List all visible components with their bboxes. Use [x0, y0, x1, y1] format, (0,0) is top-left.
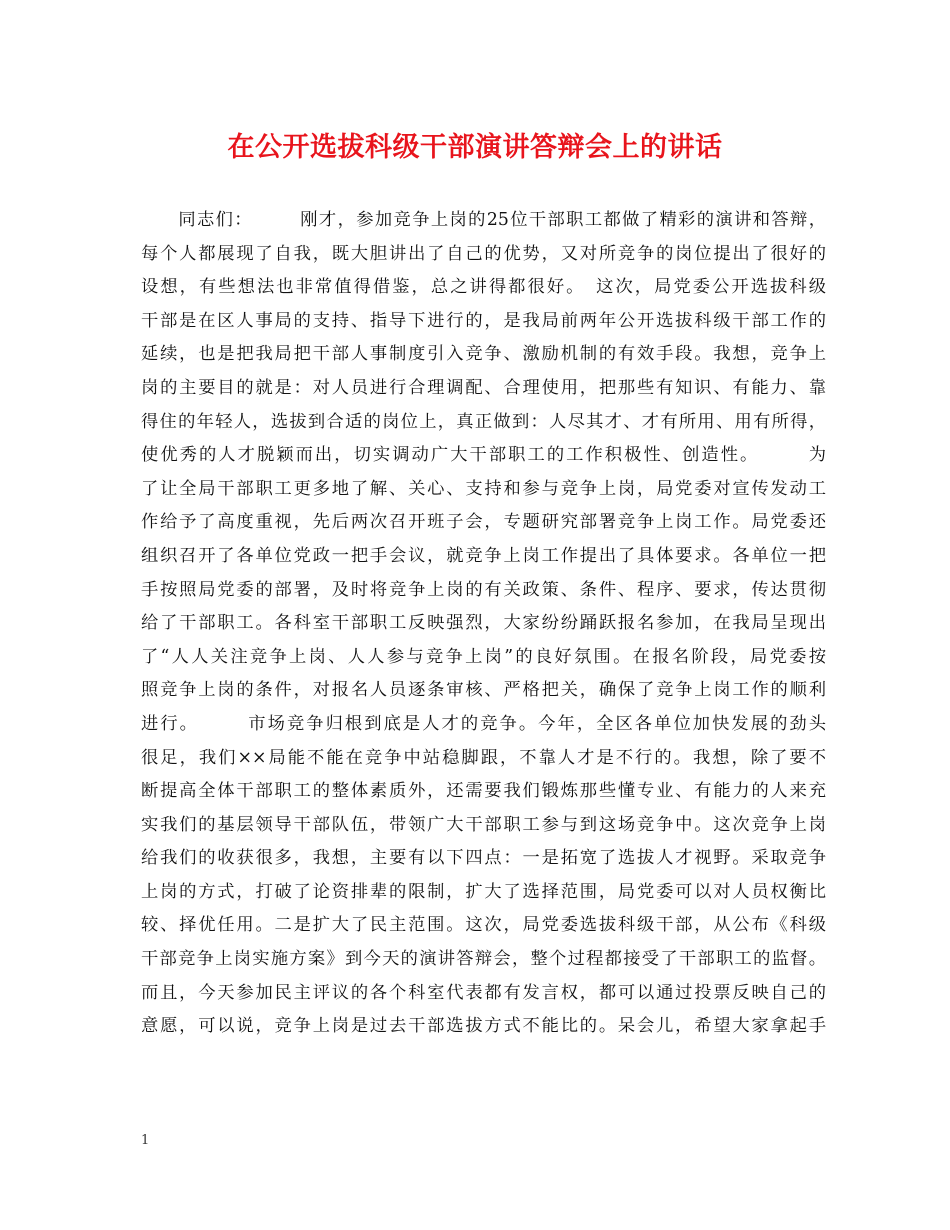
body-line: 断提高全体干部职工的整体素质外，还需要我们锻炼那些懂专业、有能力的人来充 [141, 781, 826, 802]
body-line: 了让全局干部职工更多地了解、关心、支持和参与竞争上岗，局党委对宣传发动工 [141, 478, 826, 499]
body-line: 照竞争上岗的条件，对报名人员逐条审核、严格把关，确保了竞争上岗工作的顺利 [141, 680, 826, 701]
body-line: 使优秀的人才脱颖而出，切实调动广大干部职工的工作积极性、创造性。 为 [141, 445, 826, 466]
body-line: 而且，今天参加民主评议的各个科室代表都有发言权，都可以通过投票反映自己的 [141, 982, 826, 1003]
body-line: 每个人都展现了自我，既大胆讲出了自己的优势，又对所竞争的岗位提出了很好的 [141, 243, 826, 264]
body-line: 手按照局党委的部署，及时将竞争上岗的有关政策、条件、程序、要求，传达贯彻 [141, 579, 826, 600]
body-line: 作给予了高度重视，先后两次召开班子会，专题研究部署竞争上岗工作。局党委还 [141, 512, 826, 533]
body-line: 给了干部职工。各科室干部职工反映强烈，大家纷纷踊跃报名参加，在我局呈现出 [141, 613, 826, 634]
document-title: 在公开选拔科级干部演讲答辩会上的讲话 [227, 132, 723, 163]
body-line: 得住的年轻人，选拔到合适的岗位上，真正做到：人尽其才、才有所用、用有所得， [141, 411, 826, 432]
body-line: 实我们的基层领导干部队伍，带领广大干部职工参与到这场竞争中。这次竞争上岗 [141, 814, 826, 835]
body-line: 给我们的收获很多，我想，主要有以下四点：一是拓宽了选拔人才视野。采取竞争 [141, 848, 826, 869]
body-line: 同志们： 刚才，参加竞争上岗的25位干部职工都做了精彩的演讲和答辩， [141, 210, 826, 230]
page-number: 1 [141, 1133, 150, 1148]
body-line: 干部竞争上岗实施方案》到今天的演讲答辩会，整个过程都接受了干部职工的监督。 [141, 949, 826, 970]
body-line: 干部是在区人事局的支持、指导下进行的，是我局前两年公开选拔科级干部工作的 [141, 310, 826, 331]
body-line: 设想，有些想法也非常值得借鉴，总之讲得都很好。 这次，局党委公开选拔科级 [141, 277, 826, 298]
body-line: 较、择优任用。二是扩大了民主范围。这次，局党委选拔科级干部，从公布《科级 [141, 915, 826, 936]
body-line: 岗的主要目的就是：对人员进行合理调配、合理使用，把那些有知识、有能力、靠 [141, 377, 826, 398]
document-body [141, 204, 826, 1044]
body-line: 组织召开了各单位党政一把手会议，就竞争上岗工作提出了具体要求。各单位一把 [141, 545, 826, 566]
body-line: 上岗的方式，打破了论资排辈的限制，扩大了选择范围，局党委可以对人员权衡比 [141, 881, 826, 902]
body-line: 意愿，可以说，竞争上岗是过去干部选拔方式不能比的。呆会儿，希望大家拿起手 [141, 1016, 826, 1037]
body-line: 进行。 市场竞争归根到底是人才的竞争。今年，全区各单位加快发展的劲头 [141, 713, 826, 734]
body-line: 了“人人关注竞争上岗、人人参与竞争上岗”的良好氛围。在报名阶段，局党委按 [141, 646, 826, 667]
body-line: 很足，我们××局能不能在竞争中站稳脚跟，不靠人才是不行的。我想，除了要不 [141, 747, 826, 768]
body-line: 延续，也是把我局把干部人事制度引入竞争、激励机制的有效手段。我想，竞争上 [141, 344, 826, 365]
